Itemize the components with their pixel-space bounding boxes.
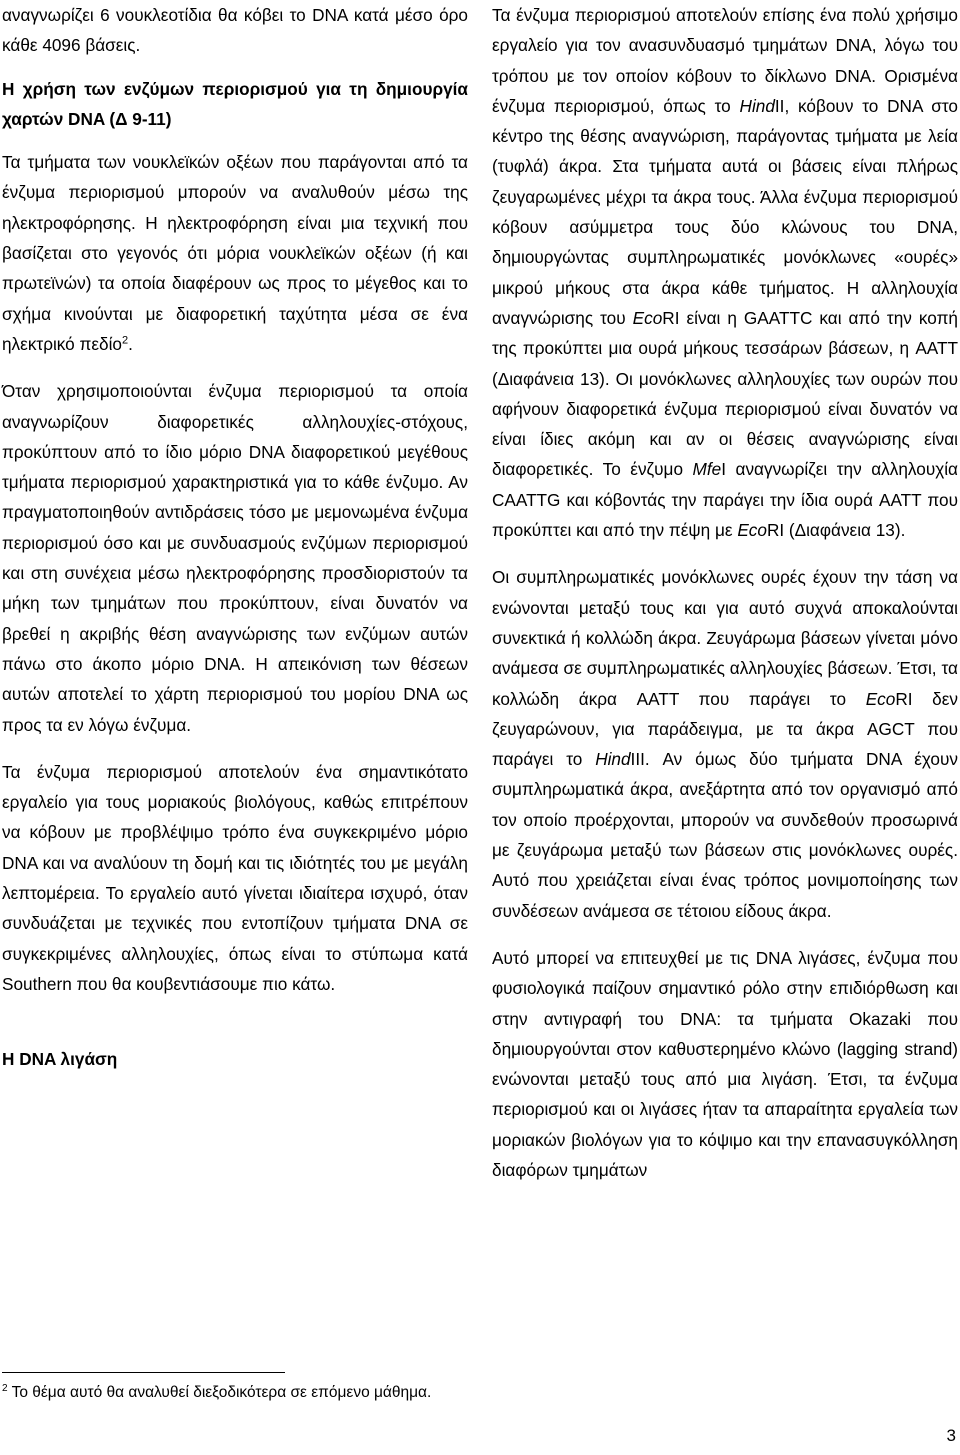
paragraph-text: Τα ένζυμα περιορισμού αποτελούν επίσης ένα πολύ χρήσιμο εργαλείο για τον ανασυνδυασμό τμημάτων DNA, λόγω του τρόπου με τον οποίον κόβουν το δίκλωνο DNA. Ορισμένα ένζυμα περιορισμού, όπως το xyxy=(492,5,958,116)
enzyme-name: Eco xyxy=(865,688,896,709)
paragraph: Αυτό μπορεί να επιτευχθεί με τις DNA λιγάσες, ένζυμα που φυσιολογικά παίζουν σημαντικό ρόλο στην επιδιόρθωση και στην αντιγραφή του DNA: τα τμήματα Okazaki που δημιουργούνται στον καθυστερημένο κλώνο (lagging strand) ενώνονται μεταξύ τους από μια λιγάση. Έτσι, τα ένζυμα περιορισμού και οι λιγάσες ήταν τα απαραίτητα εργαλεία των μοριακών βιολόγων για το κόψιμο και την επανασυγκόλληση διαφόρων τμημάτων xyxy=(492,947,958,1180)
paragraph xyxy=(492,0,958,545)
footnote-text: Το θέμα αυτό θα αναλυθεί διεξοδικότερα σε επόμενο μάθημα. xyxy=(7,1384,432,1401)
paragraph-text: RI δεν ζευγαρώνουν, για παράδειγμα, με τα άκρα AGCT που παράγει το xyxy=(492,688,958,770)
footnote-number: 2 xyxy=(2,1382,8,1394)
enzyme-name: Hind xyxy=(739,95,775,116)
paragraph: Όταν χρησιμοποιούνται ένζυμα περιορισμού τα οποία αναγνωρίζουν διαφορετικές αλληλουχίες-στόχους, προκύπτουν από το ίδιο μόριο DNA διαφορετικού μεγέθους τμήματα περιορισμού χαρακτηριστικά για το κάθε ένζυμο. Αν πραγματοποιηθούν αντιδράσεις τόσο με μεμονωμένα ένζυμα περιορισμού όσο και με συνδυασμούς ενζύμων περιορισμού και στη συνέχεια μέσω ηλεκτροφόρησης προσδιοριστούν τα μήκη των τμημάτων που προκύπτουν, είναι δυνατόν να βρεθεί η ακριβής θέση αναγνώρισης των ενζύμων αυτών πάνω στο άκοπο μόριο DNA. Η απεικόνιση των θέσεων αυτών αποτελεί το χάρτη περιορισμού του μορίου DNA ως προς τα εν λόγω ένζυμα. xyxy=(2,381,468,735)
paragraph-text: Οι συμπληρωματικές μονόκλωνες ουρές έχουν την τάση να ενώνονται μεταξύ τους και για αυτό συχνά αποκαλούνται συνεκτικά ή κολλώδη άκρα. Ζευγάρωμα βάσεων γίνεται μόνο ανάμεσα σε συμπληρωματικές αλληλουχίες βάσεων. Έτσι, τα κολλώδη άκρα AATT που παράγει το xyxy=(492,567,958,709)
paragraph-text: III. Αν όμως δύο τμήματα DNA έχουν συμπληρωματικά άκρα, ανεξάρτητα από τον οργανισμό από τον οποίο προέρχονται, μπορούν να συνδεθούν προσωρινά με ζευγάρωμα μεταξύ των βάσεων στις μονόκλωνες ουρές. Αυτό που χρειάζεται είναι ένας τρόπος μονιμοποίησης των συνδέσεων ανάμεσα σε τέτοιου είδους άκρα. xyxy=(492,749,958,921)
paragraph: Τα ένζυμα περιορισμού αποτελούν ένα σημαντικότατο εργαλείο για τους μοριακούς βιολόγους, καθώς επιτρέπουν να κόβουν με προβλέψιμο τρόπο ένα συγκεκριμένο μόριο DNA και να αναλύουν τη δομή και τις ιδιότητές του με μεγάλη λεπτομέρεια. Το εργαλείο αυτό γίνεται ιδιαίτερα ισχυρό, όταν συνδυάζεται με τεχνικές που εντοπίζουν τμήματα DNA σε συγκεκριμένες αλληλουχίες, όπως είναι το στύπωμα κατά Southern που θα κουβεντιάσουμε πιο κάτω. xyxy=(2,761,468,994)
page-number: 3 xyxy=(946,1426,956,1445)
paragraph-text: RI είναι η GAATTC και από την κοπή της προκύπτει μια ουρά μήκους τεσσάρων βάσεων, η AATT (Διαφάνεια 13). Οι μονόκλωνες αλληλουχίες των ουρών που αφήνουν διαφορετικά ένζυμα περιορισμού είναι δυνατόν να είναι ίδιες ακόμη και αν οι θέσεις αναγνώρισης είναι διαφορετικές. Το ένζυμο xyxy=(492,307,958,480)
footnote-separator xyxy=(2,1372,285,1373)
enzyme-name: Mfe xyxy=(692,459,722,480)
left-column xyxy=(2,0,468,1075)
paragraph-text: I αναγνωρίζει την αλληλουχία CAATTG και κόβοντάς την παράγει την ίδια ουρά AATT που προκύπτει και από την πέψη με xyxy=(492,459,958,541)
paragraph-text: Τα τμήματα των νουκλεϊκών οξέων που παράγονται από τα ένζυμα περιορισμού μπορούν να αναλυθούν μέσω της ηλεκτροφόρησης. Η ηλεκτροφόρηση είναι μια τεχνική που βασίζεται στο γεγονός ότι μόρια νουκλεϊκών οξέων (ή και πρωτεϊνών) τα οποία διαφέρουν ως προς το μέγεθος και το σχήμα κινούνται με διαφορετική ταχύτητα μέσα σε ένα ηλεκτρικό πεδίο xyxy=(2,152,468,354)
paragraph xyxy=(492,562,958,926)
right-column xyxy=(492,0,958,1185)
enzyme-name: Eco xyxy=(632,307,663,328)
footnote xyxy=(2,1380,468,1406)
footnote-reference[interactable]: 2 xyxy=(121,334,129,347)
paragraph-text: . xyxy=(128,333,133,354)
paragraph: αναγνωρίζει 6 νουκλεοτίδια θα κόβει το DNA κατά μέσο όρο κάθε 4096 βάσεις. xyxy=(2,5,468,56)
paragraph-text: RI (Διαφάνεια 13). xyxy=(766,520,906,541)
section-heading: Η DNA λιγάση xyxy=(2,1049,118,1070)
paragraph xyxy=(2,147,468,359)
enzyme-name: Hind xyxy=(595,749,631,770)
enzyme-name: Eco xyxy=(737,520,767,541)
section-heading: Η χρήση των ενζύμων περιορισμού για τη δημιουργία χαρτών DNA (Δ 9-11) xyxy=(2,78,468,129)
paragraph-text: II, κόβουν το DNA στο κέντρο της θέσης αναγνώριση, παράγοντας τμήματα με λεία (τυφλά) άκρα. Στα τμήματα αυτά οι βάσεις είναι πλήρως ζευγαρωμένες μέχρι τα άκρα τους. Άλλα ένζυμα περιορισμού κόβουν ασύμμετρα τους δύο κλώνους του DNA, δημιουργώντας συμπληρωματικές μονόκλωνες «ουρές» μικρού μήκους στα άκρα κάθε τμήματος. Η αλληλουχία αναγνώρισης του xyxy=(492,95,958,328)
